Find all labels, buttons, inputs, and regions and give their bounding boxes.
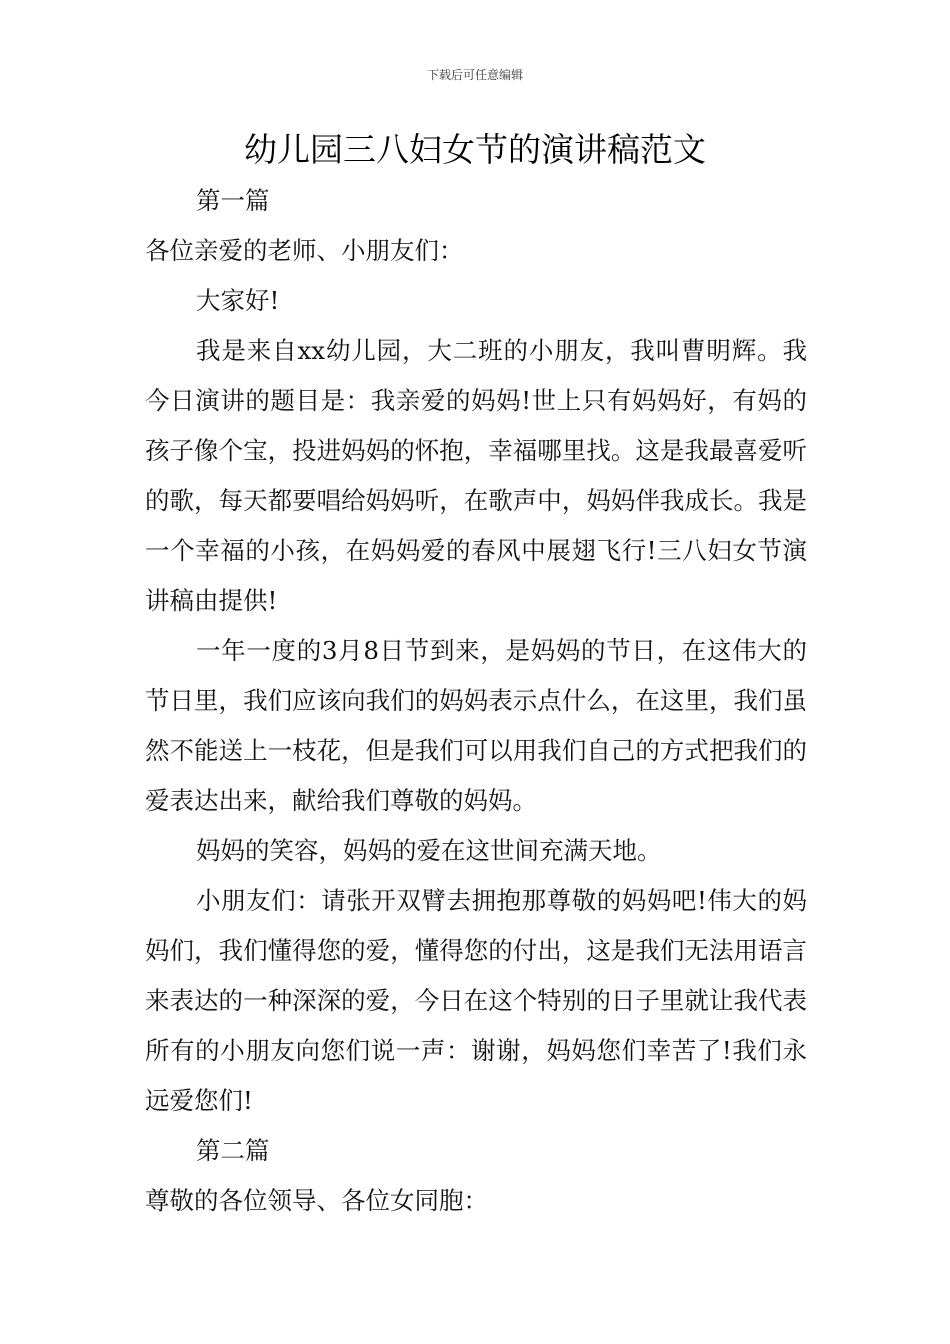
section-heading-2: 第二篇 [196,1136,270,1165]
salutation-2: 尊敬的各位领导、各位女同胞： [145,1186,488,1215]
document-body [145,176,807,1226]
document-title: 幼儿园三八妇女节的演讲稿范文 [244,130,706,169]
greeting: 大家好! [196,286,280,315]
paragraph-closing: 小朋友们：请张开双臂去拥抱那尊敬的妈妈吧!伟大的妈妈们，我们懂得您的爱，懂得您的付出，这是我们无法用语言来表达的一种深深的爱，今日在这个特别的日子里就让我代表所有的小朋友向您们说一声：谢谢，妈妈您们幸苦了!我们永远爱您们! [145,886,807,1115]
salutation-1: 各位亲爱的老师、小朋友们： [145,236,464,265]
header-note: 下载后可任意编辑 [426,68,523,82]
section-heading-1: 第一篇 [196,186,270,215]
paragraph-intro: 我是来自xx幼儿园，大二班的小朋友，我叫曹明辉。我今日演讲的题目是：我亲爱的妈妈!世上只有妈妈好，有妈的孩子像个宝，投进妈妈的怀抱，幸福哪里找。这是我最喜爱听的歌，每天都要唱给妈妈听，在歌声中，妈妈伴我成长。我是一个幸福的小孩，在妈妈爱的春风中展翅飞行!三八妇女节演讲稿由提供! [145,336,807,615]
paragraph-march-8: 一年一度的3月8日节到来，是妈妈的节日，在这伟大的节日里，我们应该向我们的妈妈表示点什么，在这里，我们虽然不能送上一枝花，但是我们可以用我们自己的方式把我们的爱表达出来，献给我们尊敬的妈妈。 [145,636,807,815]
paragraph-smile: 妈妈的笑容，妈妈的爱在这世间充满天地。 [196,836,662,865]
